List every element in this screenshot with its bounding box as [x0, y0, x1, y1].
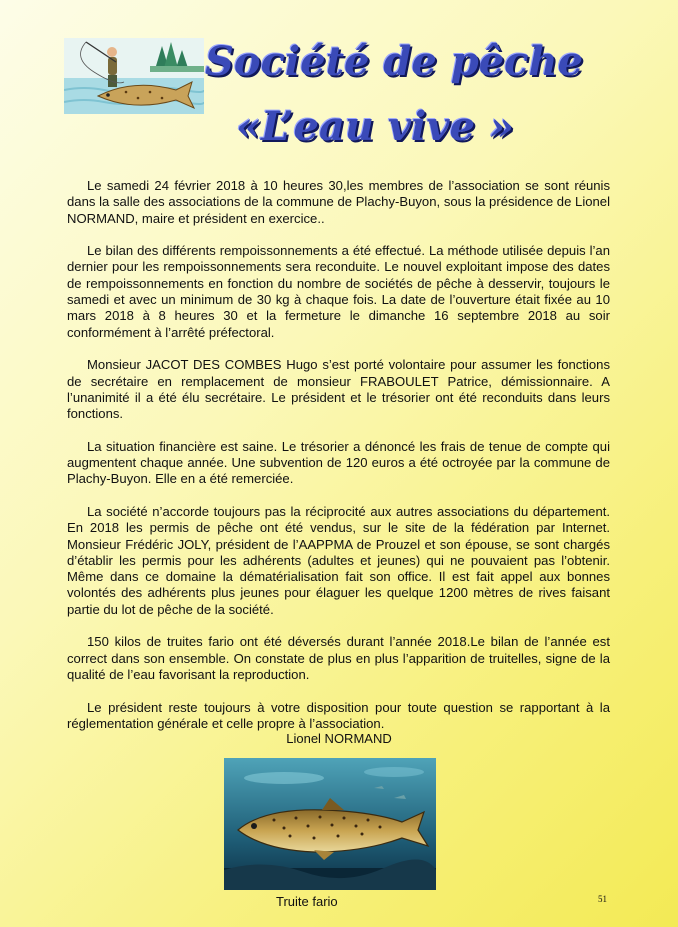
fisherman-logo-icon — [64, 38, 204, 114]
photo-caption: Truite fario — [276, 894, 338, 909]
title-line-2: «L’eau vive » — [236, 103, 514, 150]
paragraph-4: La situation financière est saine. Le trésorier a dénoncé les frais de tenue de compte qui augmentent chaque année. Une subvention de 120 euros a été octroyée par la commune de Plachy-Buyon. Elle en a été remerciée. — [67, 438, 610, 487]
paragraph-1: Le samedi 24 février 2018 à 10 heures 30,les membres de l’association se sont réunis dans la salle des associations de la commune de Plachy-Buyon, sous la présidence de Lionel NORMAND, maire et président en exercice.. — [67, 178, 610, 226]
article-body — [67, 178, 610, 748]
paragraph-7: Le président reste toujours à votre disposition pour toute question se rapportant à la réglementation générale et celle propre à l’association. — [67, 699, 610, 731]
signature: Lionel NORMAND — [286, 731, 392, 746]
title-line-1: Société de pêche — [205, 38, 584, 85]
page-number: 51 — [598, 894, 607, 904]
paragraph-3: Monsieur JACOT DES COMBES Hugo s’est porté volontaire pour assumer les fonctions de secrétaire en remplacement de monsieur FRABOULET Patrice, démissionnaire. A l’unanimité il a été élu secrétaire. Le président et le trésorier ont été reconduits dans leurs fonctions. — [67, 357, 610, 422]
paragraph-5: La société n’accorde toujours pas la réciprocité aux autres associations du département. En 2018 les permis de pêche ont été vendus, sur le site de la fédération par Internet. Monsieur Frédéric JOLY, président de l’AAPPMA de Prouzel et son épouse, se sont chargés d’établir les permis pour les adhérents (adultes et jeunes) qui ne pouvaient pas l’obtenir. Même dans ce domaine la dématérialisation fait son office. Il est fait appel aux bonnes volontés des adhérents plus jeunes pour élaguer les quelque 1200 mètres de rives faisant partie du lot de pêche de la société. — [67, 503, 610, 617]
trout-photo — [224, 758, 436, 890]
paragraph-6: 150 kilos de truites fario ont été déversés durant l’année 2018.Le bilan de l’année est correct dans son ensemble. On constate de plus en plus l’apparition de truitelles, signe de la qualité de l’eau favorisant la reproduction. — [67, 634, 610, 682]
paragraph-2: Le bilan des différents rempoissonnements a été effectué. La méthode utilisée depuis l’an dernier pour les rempoissonnements sera reconduite. Le nouvel exploitant impose des dates de rempoissonnements en fonction du nombre de sociétés de pêche à desservir, toujours le samedi et avec un minimum de 30 kg à chaque fois. La date de l’ouverture était fixée au 10 mars 2018 à 8 heures 30 et la fermeture le dimanche 16 septembre 2018 au soir conformément à l’arrêté préfectoral. — [67, 243, 610, 340]
